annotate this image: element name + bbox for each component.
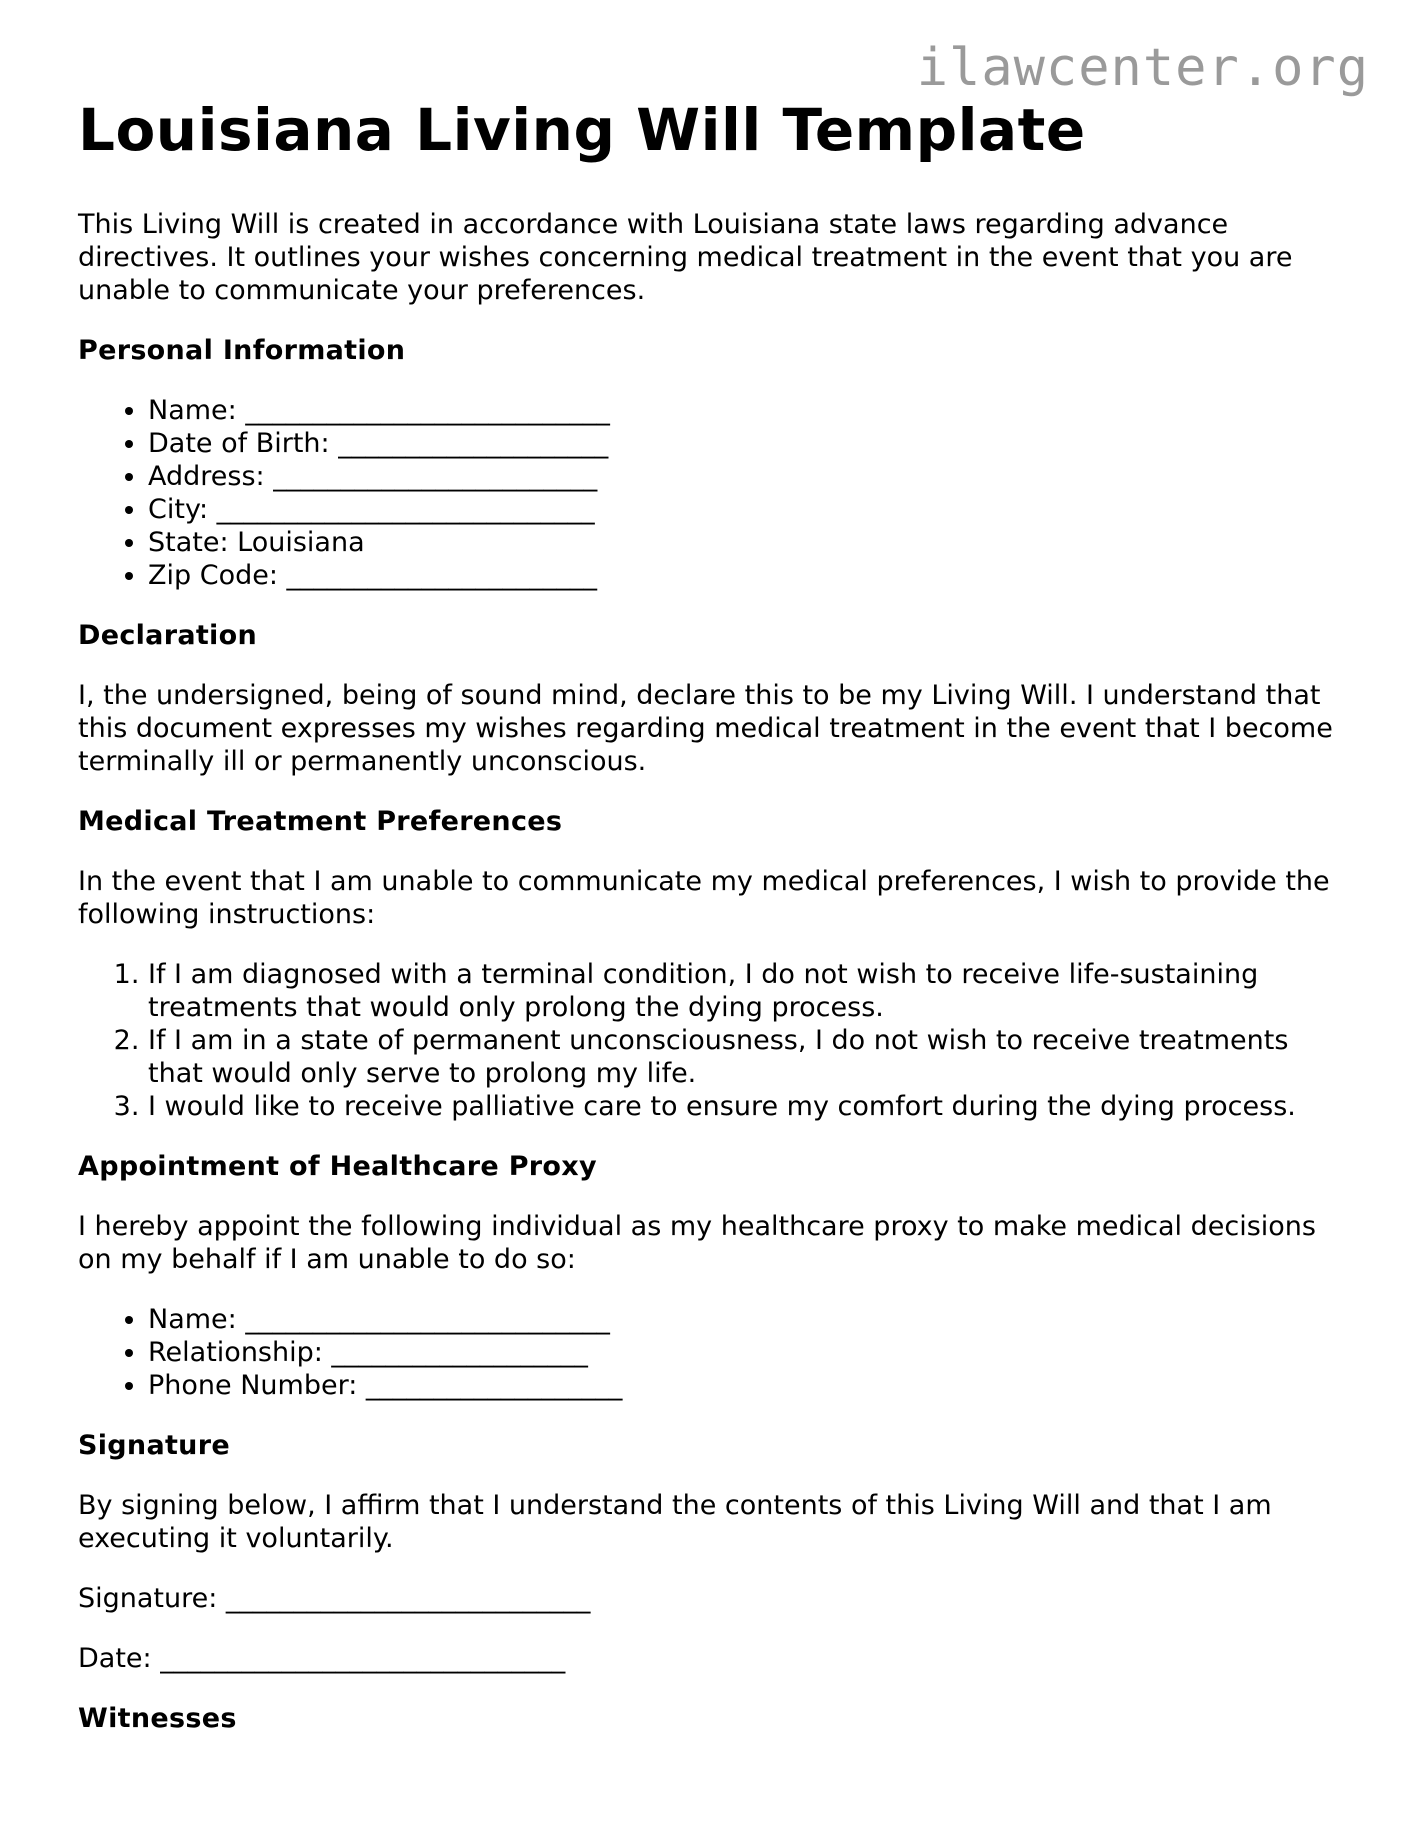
list-item: 3. I would like to receive palliative care to ensure my comfort during the dying process. (148, 1090, 1338, 1123)
signature-paragraph: By signing below, I affirm that I understand the contents of this Living Will and that I am executing it voluntarily. (78, 1489, 1272, 1554)
list-item: • Name: ___________________________ (148, 1303, 1338, 1336)
healthcare-proxy-list (78, 1303, 1338, 1402)
date-line: Date: ______________________________ (78, 1642, 566, 1674)
document-page (78, 96, 1338, 1735)
declaration-heading: Declaration (78, 619, 257, 651)
witnesses-heading: Witnesses (78, 1702, 237, 1734)
personal-information-heading: Personal Information (78, 334, 406, 366)
medical-treatment-heading: Medical Treatment Preferences (78, 805, 563, 837)
signature-line: Signature: ___________________________ (78, 1582, 591, 1614)
list-item: • Name: ___________________________ (148, 394, 1338, 427)
medical-treatment-paragraph: In the event that I am unable to communicate my medical preferences, I wish to provide the following instructions: (78, 865, 1330, 930)
signature-heading: Signature (78, 1429, 230, 1461)
declaration-paragraph: I, the undersigned, being of sound mind, declare this to be my Living Will. I understand that this document expresses my wishes regarding medical treatment in the event that I become terminally ill or permanently unconscious. (78, 679, 1333, 777)
healthcare-proxy-heading: Appointment of Healthcare Proxy (78, 1150, 597, 1182)
list-item: • City: ____________________________ (148, 493, 1338, 526)
watermark: ilawcenter.org (916, 38, 1369, 98)
list-item: • Date of Birth: ____________________ (148, 427, 1338, 460)
list-item: • State: Louisiana (148, 526, 1338, 559)
page-title: Louisiana Living Will Template (78, 96, 1086, 164)
intro-paragraph: This Living Will is created in accordance with Louisiana state laws regarding advance directives. It outlines your wishes concerning medical treatment in the event that you are unable to communicate your preferences. (78, 208, 1293, 306)
list-item: • Zip Code: _______________________ (148, 559, 1338, 592)
medical-treatment-list (78, 958, 1338, 1123)
list-item: • Phone Number: ___________________ (148, 1369, 1338, 1402)
list-item: • Address: ________________________ (148, 460, 1338, 493)
list-item: 1. If I am diagnosed with a terminal condition, I do not wish to receive life-sustaining treatments that would only prolong the dying process. (148, 958, 1338, 1024)
personal-information-list (78, 394, 1338, 592)
list-item: 2. If I am in a state of permanent unconsciousness, I do not wish to receive treatments that would only serve to prolong my life. (148, 1024, 1338, 1090)
healthcare-proxy-paragraph: I hereby appoint the following individual as my healthcare proxy to make medical decisions on my behalf if I am unable to do so: (78, 1210, 1316, 1275)
list-item: • Relationship: ___________________ (148, 1336, 1338, 1369)
